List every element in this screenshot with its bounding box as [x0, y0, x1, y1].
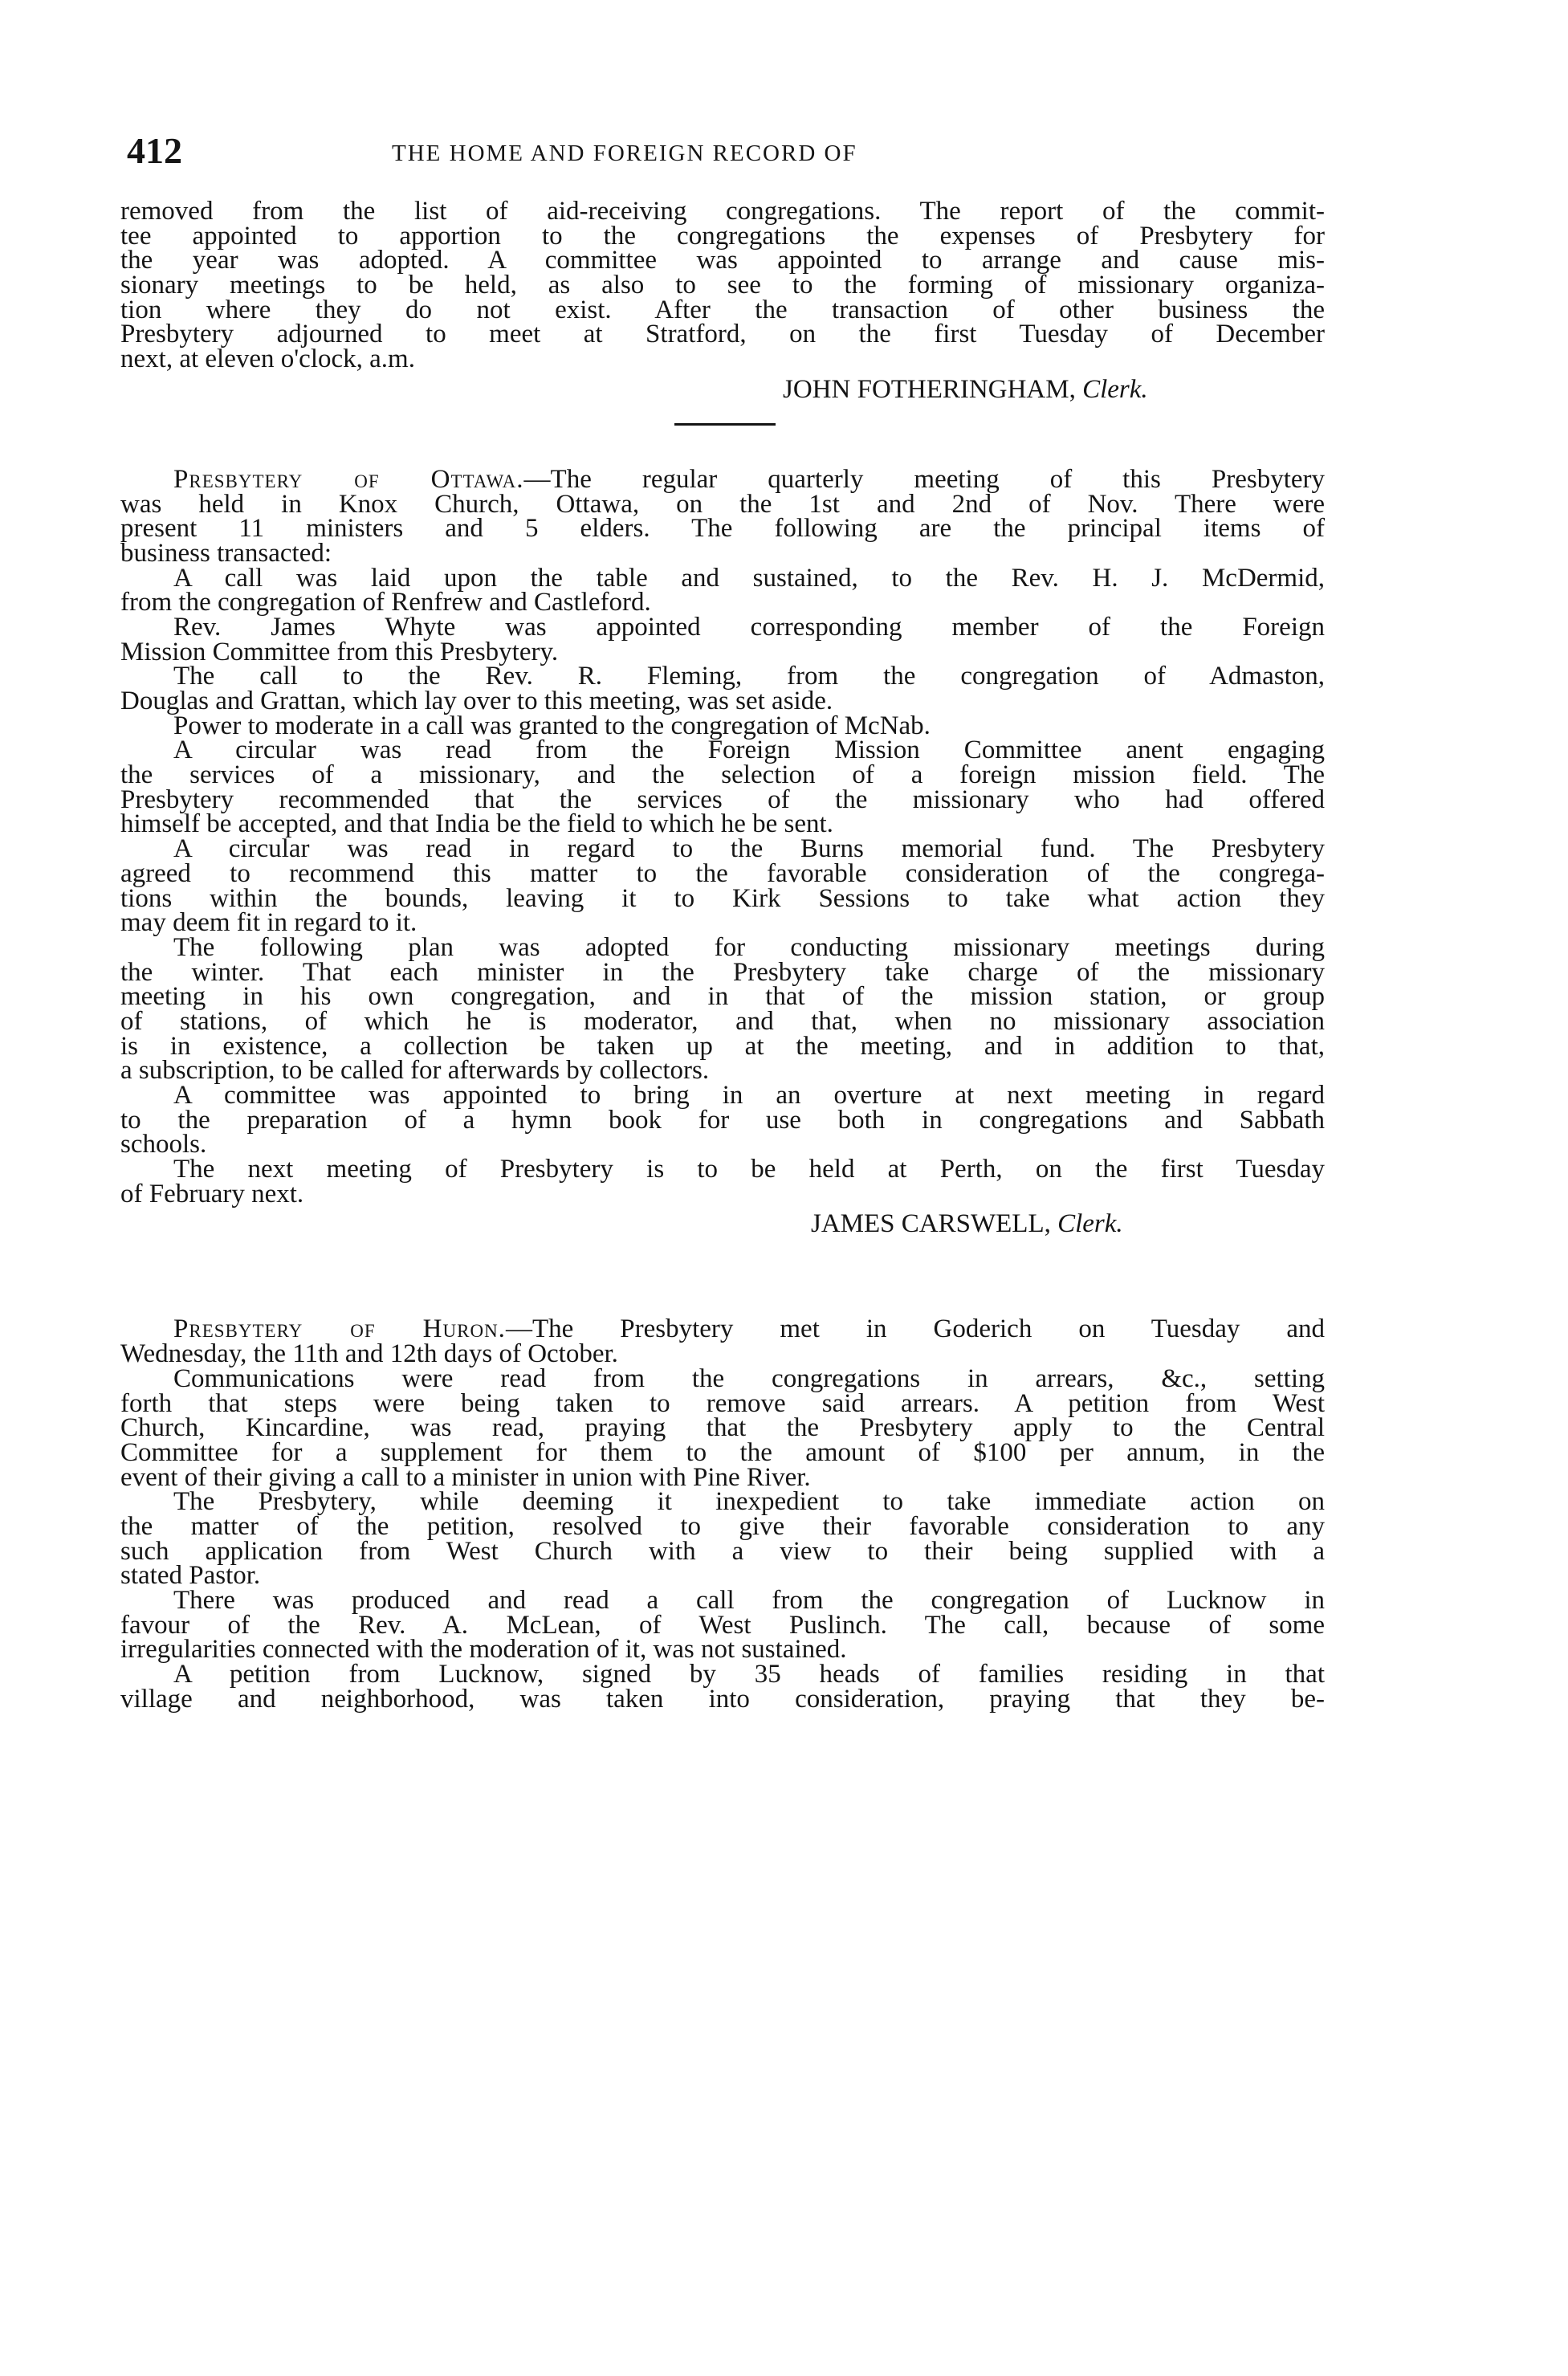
text-line: the winter. That each minister in the Presbytery take charge of the missionary [120, 957, 1325, 987]
text-line: himself be accepted, and that India be the field to which he be sent. [120, 809, 833, 839]
section-huron [120, 1314, 1326, 1714]
text-line: A call was laid upon the table and sustained, to the Rev. H. J. McDermid, [173, 563, 1325, 593]
section-ottawa [120, 464, 1325, 1239]
text-line: tion where they do not exist. After the transaction of other business the [120, 295, 1325, 324]
text-line: Presbytery recommended that the services of the missionary who had offered [120, 785, 1325, 814]
section-continuation [120, 199, 1325, 426]
text-line: irregularities connected with the moderation of it, was not sustained. [120, 1635, 847, 1665]
text-line: agreed to recommend this matter to the favorable consideration of the congrega- [120, 858, 1325, 888]
text-line: Wednesday, the 11th and 12th days of October. [120, 1339, 618, 1369]
text-line: the services of a missionary, and the selection of a foreign mission field. The [120, 760, 1325, 790]
text-line: A circular was read in regard to the Burns memorial fund. The Presbytery [173, 834, 1325, 864]
text-line: present 11 ministers and 5 elders. The following are the principal items of [120, 514, 1325, 544]
text-line: next, at eleven o'clock, a.m. [120, 344, 415, 374]
running-title: THE HOME AND FOREIGN RECORD OF [392, 141, 857, 166]
text-line: Communications were read from the congregations in arrears, &c., setting [173, 1363, 1325, 1393]
page-number: 412 [127, 130, 182, 171]
text-line: business transacted: [120, 538, 332, 568]
text-line: is in existence, a collection be taken up at the meeting, and in addition to that, [120, 1031, 1325, 1061]
text-line: A petition from Lucknow, signed by 35 heads of families residing in that [173, 1660, 1325, 1689]
text-line: to the preparation of a hymn book for use both in congregations and Sabbath [120, 1105, 1325, 1135]
signature-name: JOHN FOTHERINGHAM, [783, 374, 1076, 404]
text-line: sionary meetings to be held, as also to see to the forming of missionary organiza- [120, 271, 1325, 300]
signature-name: JAMES CARSWELL, [811, 1209, 1051, 1239]
text-line: of February next. [120, 1179, 304, 1208]
text-line: such application from West Church with a view to their being supplied with a [120, 1536, 1325, 1566]
text-line: Power to moderate in a call was granted to the congregation of McNab. [173, 711, 931, 740]
text-line: meeting in his own congregation, and in that of the mission station, or group [120, 982, 1325, 1012]
text-line: Presbytery adjourned to meet at Stratford, on the first Tuesday of December [120, 320, 1325, 349]
text-line: a subscription, to be called for afterwards by collectors. [120, 1056, 710, 1086]
text-line: The call to the Rev. R. Fleming, from the congregation of Admaston, [173, 662, 1325, 691]
signature [120, 375, 1325, 404]
text-line: of stations, of which he is moderator, and that, when no missionary association [120, 1006, 1325, 1036]
signature-role: Clerk. [1057, 1209, 1123, 1239]
text-line: A circular was read from the Foreign Mission Committee anent engaging [173, 736, 1325, 765]
section-heading: Presbytery of Ottawa. [173, 464, 524, 494]
text-line: village and neighborhood, was taken into consideration, praying that they be- [120, 1684, 1325, 1714]
text-line [120, 464, 1325, 494]
text-line: the year was adopted. A committee was appointed to arrange and cause mis- [120, 246, 1325, 275]
section-heading: Presbytery of Huron. [173, 1314, 506, 1344]
text-line: favour of the Rev. A. McLean, of West Puslinch. The call, because of some [120, 1610, 1325, 1640]
text-line: Douglas and Grattan, which lay over to this meeting, was set aside. [120, 687, 833, 715]
section-divider [674, 423, 776, 426]
text-line: The following plan was adopted for conducting missionary meetings during [173, 932, 1325, 962]
text-line: The next meeting of Presbytery is to be held at Perth, on the first Tuesday [173, 1155, 1325, 1184]
signature-role: Clerk. [1082, 374, 1148, 404]
text-run: —The Presbytery met in Goderich on Tuesday and [505, 1314, 1326, 1344]
text-line: may deem fit in regard to it. [120, 908, 417, 938]
text-line: tions within the bounds, leaving it to Kirk Sessions to take what action they [120, 883, 1325, 913]
text-line: tee appointed to apportion to the congregations the expenses of Presbytery for [120, 221, 1325, 251]
text-line: Committee for a supplement for them to the amount of $100 per annum, in the [120, 1437, 1325, 1467]
text-line: Mission Committee from this Presbytery. [120, 637, 559, 666]
signature [120, 1209, 1325, 1238]
text-line: There was produced and read a call from the congregation of Lucknow in [173, 1586, 1325, 1615]
text-line [120, 1314, 1326, 1344]
text-line: The Presbytery, while deeming it inexpedient to take immediate action on [173, 1487, 1325, 1517]
text-line: was held in Knox Church, Ottawa, on the 1st and 2nd of Nov. There were [120, 489, 1325, 519]
page-body [120, 197, 1326, 1714]
text-line: Church, Kincardine, was read, praying that the Presbytery apply to the Central [120, 1413, 1325, 1443]
text-line: forth that steps were being taken to remove said arrears. A petition from West [120, 1388, 1325, 1418]
text-line: event of their giving a call to a minister in union with Pine River. [120, 1462, 811, 1492]
text-run: —The regular quarterly meeting of this Presbytery [523, 464, 1325, 494]
text-line: removed from the list of aid-receiving congregations. The report of the commit- [120, 197, 1325, 226]
text-line: from the congregation of Renfrew and Castleford. [120, 588, 651, 617]
text-line: stated Pastor. [120, 1561, 261, 1591]
text-line: the matter of the petition, resolved to give their favorable consideration to any [120, 1511, 1325, 1541]
page-header [127, 127, 1331, 175]
text-line: Rev. James Whyte was appointed corresponding member of the Foreign [173, 612, 1325, 642]
text-line: A committee was appointed to bring in an overture at next meeting in regard [173, 1081, 1325, 1110]
text-line: schools. [120, 1130, 207, 1159]
